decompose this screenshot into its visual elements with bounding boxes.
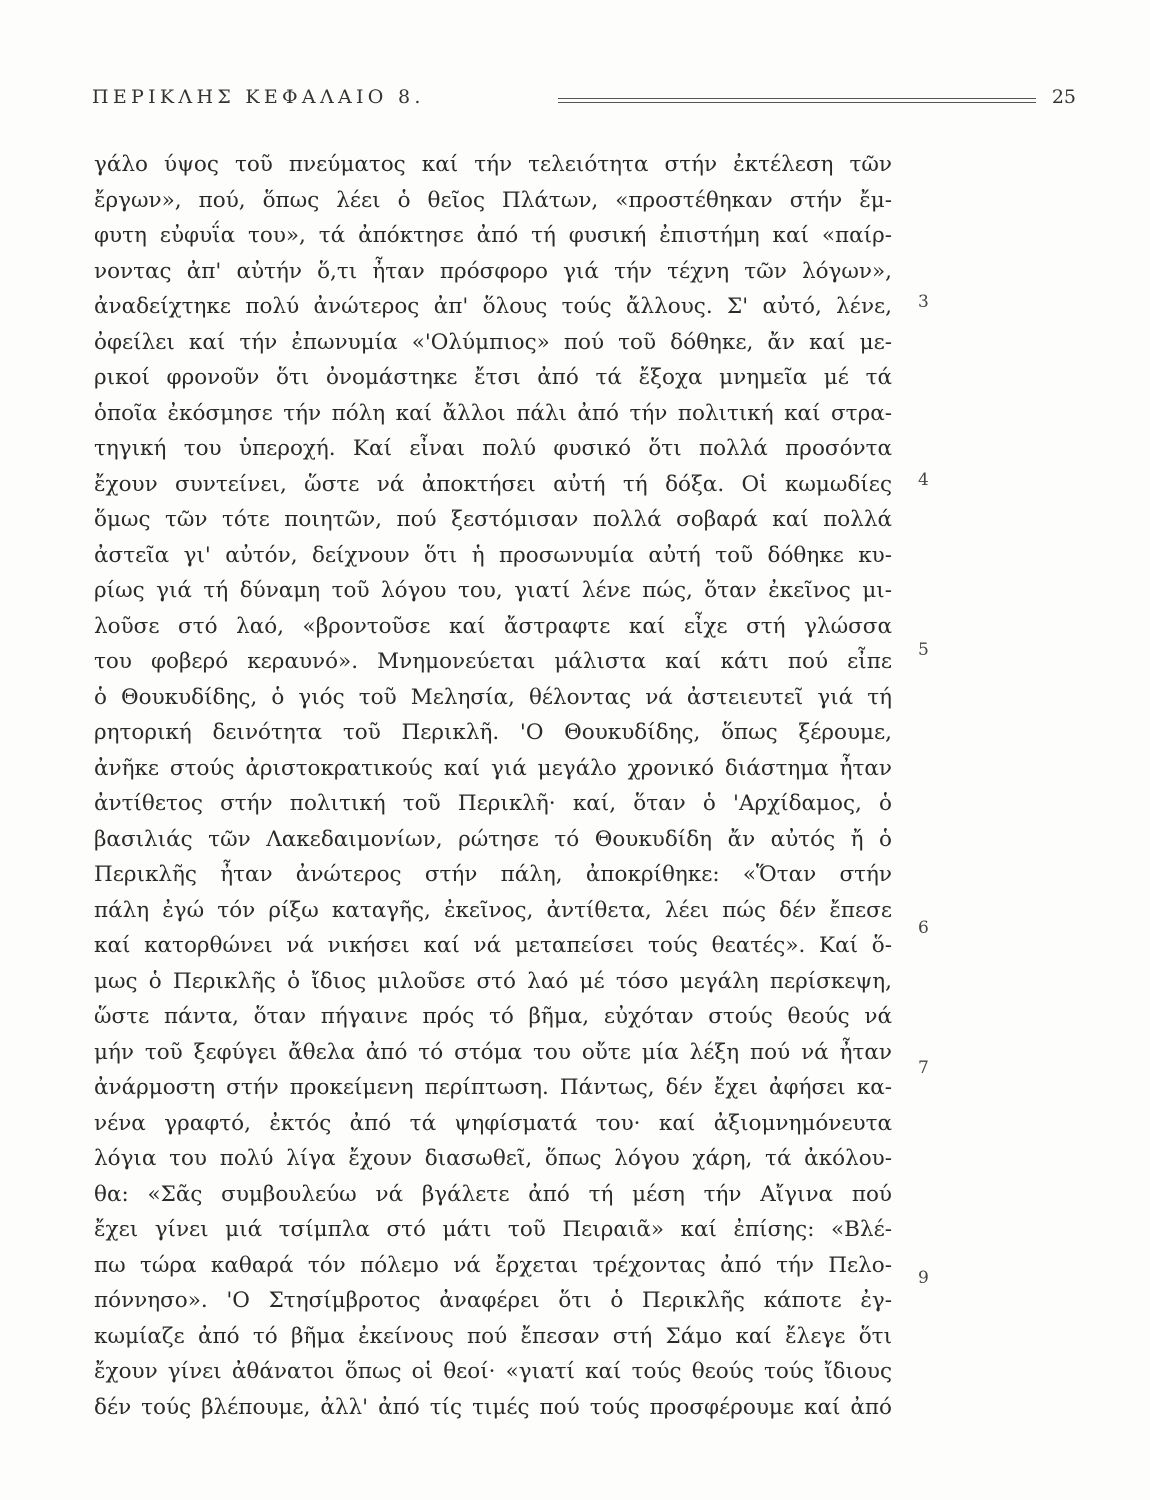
text-line: ὅμως τῶν τότε ποιητῶν, πού ξεστόμισαν πολλά σοβαρά καί πολλά — [94, 507, 892, 532]
running-title: ΠΕΡΙΚΛΗΣ ΚΕΦΑΛΑΙΟ 8. — [92, 86, 425, 108]
section-number: 7 — [918, 1058, 929, 1078]
text-line: θα: «Σᾶς συμβουλεύω νά βγάλετε ἀπό τή μέση τήν Αἴγινα πού — [94, 1181, 892, 1207]
text-line: μως ὁ Περικλῆς ὁ ἴδιος μιλοῦσε στό λαό μέ τόσο μεγάλη περίσκεψη, — [94, 968, 892, 994]
margin-section-numbers — [918, 0, 948, 1500]
header-rule-bottom — [558, 102, 1036, 103]
text-line: λόγια του πολύ λίγα ἔχουν διασωθεῖ, ὅπως λόγου χάρη, τά ἀκόλου- — [94, 1146, 892, 1171]
text-line: βασιλιάς τῶν Λακεδαιμονίων, ρώτησε τό Θουκυδίδη ἄν αὐτός ἤ ὁ — [94, 826, 892, 852]
section-number: 5 — [918, 640, 929, 660]
text-line: ὥστε πάντα, ὅταν πήγαινε πρός τό βῆμα, εὐχόταν στούς θεούς νά — [94, 1004, 892, 1029]
text-line: φυτη εὐφυΐα του», τά ἀπόκτησε ἀπό τή φυσική ἐπιστήμη καί «παίρ- — [94, 223, 892, 248]
page-number: 25 — [1051, 86, 1076, 108]
text-line: Περικλῆς ἦταν ἀνώτερος στήν πάλη, ἀποκρίθηκε: «Ὅταν στήν — [94, 862, 892, 887]
text-line: πόννησο». 'Ο Στησίμβροτος ἀναφέρει ὅτι ὁ Περικλῆς κάποτε ἐγ- — [94, 1288, 892, 1313]
text-line: μήν τοῦ ξεφύγει ἄθελα ἀπό τό στόμα του οὔτε μία λέξη πού νά ἦταν — [94, 1039, 892, 1065]
text-line: του φοβερό κεραυνό». Μνημονεύεται μάλιστα καί κάτι πού εἶπε — [94, 649, 892, 674]
text-line: πω τώρα καθαρά τόν πόλεμο νά ἔρχεται τρέχοντας ἀπό τήν Πελο- — [94, 1252, 892, 1278]
section-number: 6 — [918, 918, 929, 938]
text-line: καί κατορθώνει νά νικήσει καί νά μεταπείσει τούς θεατές». Καί ὅ- — [94, 933, 892, 958]
text-line: δέν τούς βλέπουμε, ἀλλ' ἀπό τίς τιμές πού τούς προσφέρουμε καί ἀπό — [94, 1394, 892, 1420]
text-line: κωμίαζε ἀπό τό βῆμα ἐκείνους πού ἔπεσαν στή Σάμο καί ἔλεγε ὅτι — [94, 1323, 892, 1349]
text-line: ρικοί φρονοῦν ὅτι ὀνομάστηκε ἔτσι ἀπό τά ἔξοχα μνημεῖα μέ τά — [94, 365, 892, 390]
header-rule-top — [558, 98, 1036, 99]
text-line: ὀφείλει καί τήν ἐπωνυμία «'Ολύμπιος» πού τοῦ δόθηκε, ἄν καί με- — [94, 329, 892, 355]
body-text — [94, 147, 892, 1425]
text-line: ἔχει γίνει μιά τσίμπλα στό μάτι τοῦ Πειραιᾶ» καί ἐπίσης: «Βλέ- — [94, 1217, 892, 1242]
text-line: ὁ Θουκυδίδης, ὁ γιός τοῦ Μελησία, θέλοντας νά ἀστειευτεῖ γιά τή — [94, 684, 892, 710]
text-line: ἔχουν συντείνει, ὥστε νά ἀποκτήσει αὐτή τή δόξα. Οἱ κωμωδίες — [94, 471, 892, 497]
text-line: νένα γραφτό, ἐκτός ἀπό τά ψηφίσματά του· καί ἀξιομνημόνευτα — [94, 1110, 892, 1136]
text-line: ρητορική δεινότητα τοῦ Περικλῆ. 'Ο Θουκυδίδης, ὅπως ξέρουμε, — [94, 720, 892, 745]
text-line: νοντας ἀπ' αὐτήν ὅ,τι ἦταν πρόσφορο γιά τήν τέχνη τῶν λόγων», — [94, 258, 892, 284]
text-line: λοῦσε στό λαό, «βροντοῦσε καί ἄστραφτε καί εἶχε στή γλώσσα — [94, 613, 892, 639]
section-number: 9 — [918, 1268, 929, 1288]
text-line: γάλο ύψος τοῦ πνεύματος καί τήν τελειότητα στήν ἐκτέλεση τῶν — [94, 152, 892, 177]
section-number: 3 — [918, 292, 929, 312]
text-line: ἔχουν γίνει ἀθάνατοι ὅπως οἱ θεοί· «γιατί καί τούς θεούς τούς ἴδιους — [94, 1359, 892, 1384]
text-line: ἀνῆκε στούς ἀριστοκρατικούς καί γιά μεγάλο χρονικό διάστημα ἦταν — [94, 755, 892, 781]
section-number: 4 — [918, 470, 929, 490]
text-line: ὁποῖα ἐκόσμησε τήν πόλη καί ἄλλοι πάλι ἀπό τήν πολιτική καί στρα- — [94, 400, 892, 426]
text-line: ἀστεῖα γι' αὐτόν, δείχνουν ὅτι ἡ προσωνυμία αὐτή τοῦ δόθηκε κυ- — [94, 542, 892, 568]
text-line: ἀντίθετος στήν πολιτική τοῦ Περικλῆ· καί, ὅταν ὁ 'Αρχίδαμος, ὁ — [94, 791, 892, 816]
text-line: ἀναδείχτηκε πολύ ἀνώτερος ἀπ' ὅλους τούς ἄλλους. Σ' αὐτό, λένε, — [94, 294, 892, 319]
text-line: τηγική του ὑπεροχή. Καί εἶναι πολύ φυσικό ὅτι πολλά προσόντα — [94, 436, 892, 461]
text-line: ρίως γιά τή δύναμη τοῦ λόγου του, γιατί λένε πώς, ὅταν ἐκεῖνος μι- — [94, 578, 892, 603]
text-line: ἀνάρμοστη στήν προκείμενη περίπτωση. Πάντως, δέν ἔχει ἀφήσει κα- — [94, 1075, 892, 1100]
text-line: πάλη ἐγώ τόν ρίξω καταγῆς, ἐκεῖνος, ἀντίθετα, λέει πώς δέν ἔπεσε — [94, 897, 892, 923]
text-line: ἔργων», πού, ὅπως λέει ὁ θεῖος Πλάτων, «προστέθηκαν στήν ἔμ- — [94, 187, 892, 213]
